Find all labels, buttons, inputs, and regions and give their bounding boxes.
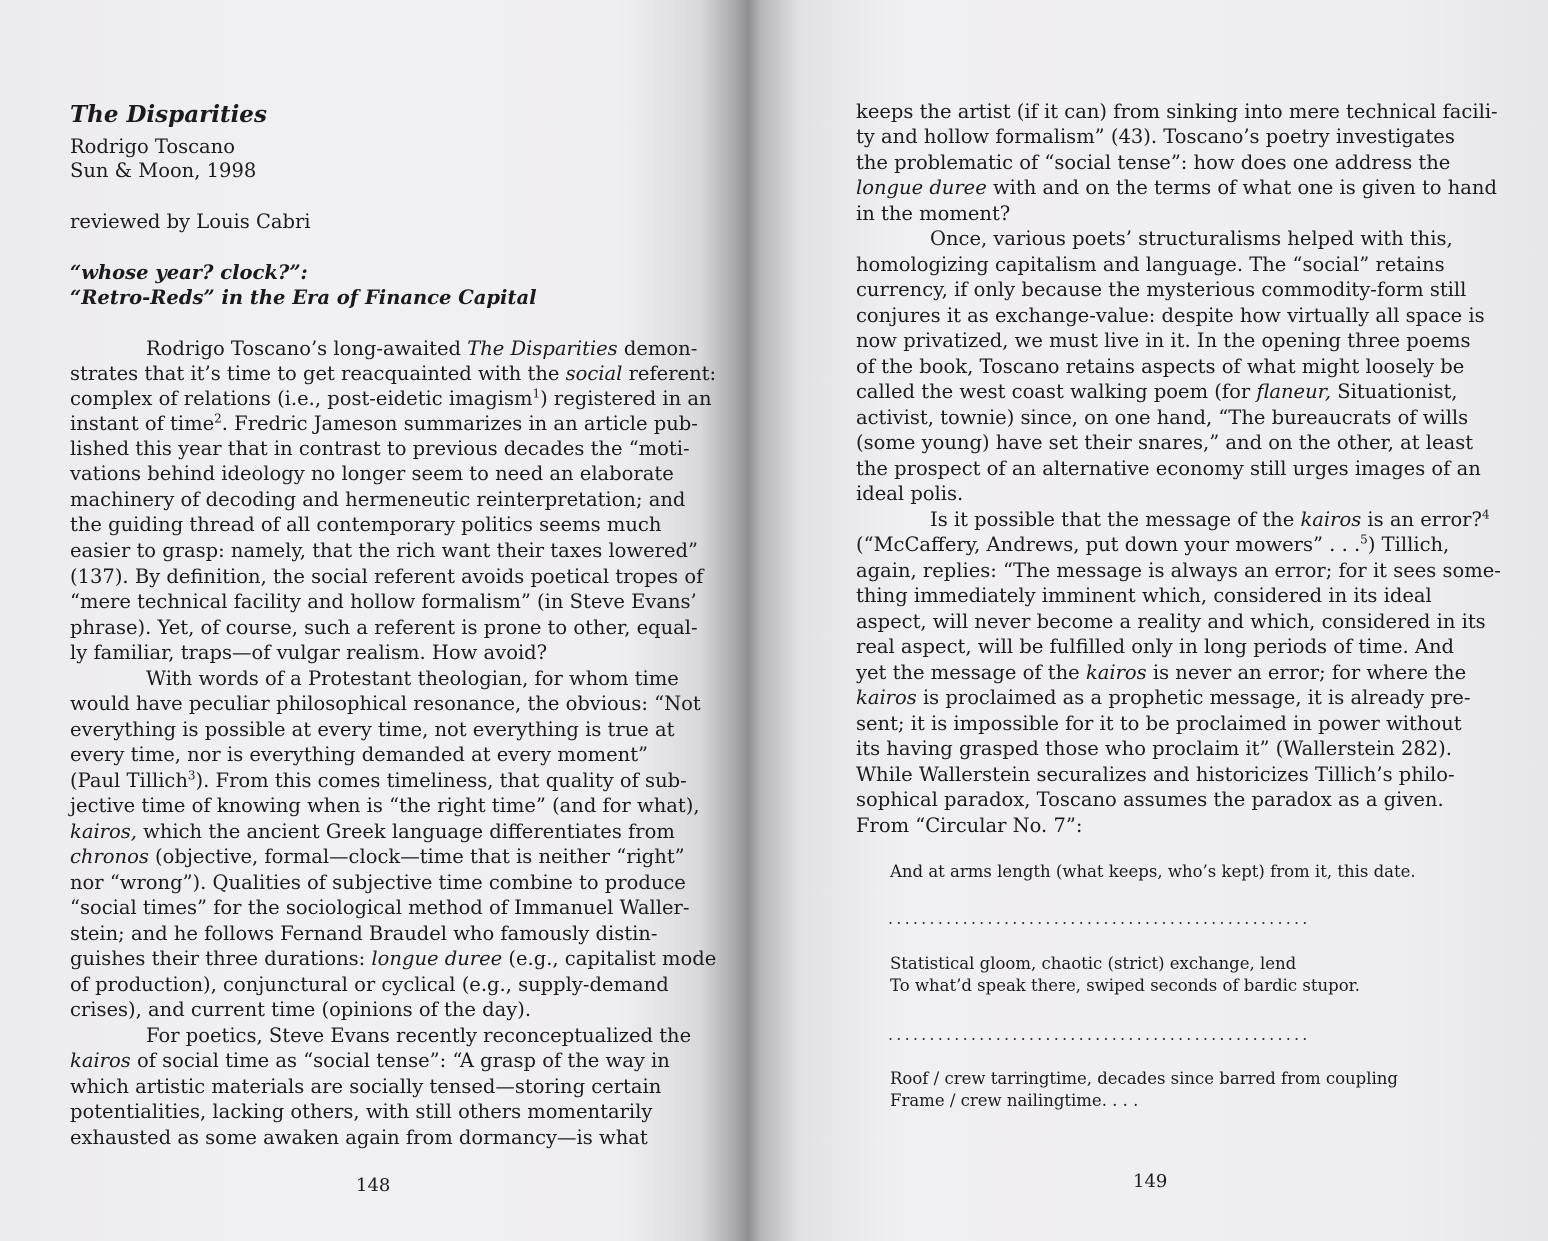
text-line: (Paul Tillich$^3$). From this comes timeliness, that quality of sub- [70,768,687,792]
text-line: conjures it as exchange-value: despite how virtually all space is [856,304,1485,327]
text-line: lished this year that in contrast to previous decades the “moti- [70,437,690,460]
text-line: crises), and current time (opinions of the day). [70,998,532,1021]
text-line: which artistic materials are socially tensed—storing certain [70,1075,662,1098]
text-line: ty and hollow formalism” (43). Toscano’s poetry investigates [856,125,1455,148]
text-line: stein; and he follows Fernand Braudel who famously distin- [70,922,658,945]
text-line: From “Circular No. 7”: [856,814,1083,837]
poem-line: And at arms length (what keeps, who’s kept) from it, this date. [890,862,1416,881]
book-author: Rodrigo Toscano [70,135,235,158]
poem-line: To what’d speak there, swiped seconds of bardic stupor. [890,976,1360,995]
text-line: would have peculiar philosophical resonance, the obvious: “Not [70,692,701,715]
text-line: vations behind ideology no longer seem to need an elaborate [70,462,674,485]
text-line: everything is possible at every time, not everything is true at [70,718,675,741]
text-line: Rodrigo Toscano’s long-awaited The Disparities demon- [146,337,698,360]
text-line: “social times” for the sociological method of Immanuel Waller- [70,896,690,919]
left-page [0,0,740,1241]
text-line: guishes their three durations: longue duree (e.g., capitalist mode [70,947,717,970]
text-line: longue duree with and on the terms of what one is given to hand [856,176,1497,199]
text-line: For poetics, Steve Evans recently reconceptualized the [146,1024,692,1047]
text-line: instant of time$^2$. Fredric Jameson summarizes in an article pub- [70,411,698,435]
text-line: easier to grasp: namely, that the rich want their taxes lowered” [70,539,698,562]
review-title: The Disparities [70,101,267,128]
text-line: With words of a Protestant theologian, for whom time [146,667,679,690]
footnote-ref: 4 [1481,507,1490,522]
text-line: nor “wrong”). Qualities of subjective time combine to produce [70,871,686,894]
text-line: real aspect, will be fulfilled only in long periods of time. And [856,635,1455,658]
book-publisher: Sun & Moon, 1998 [70,159,257,182]
text-line: in the moment? [856,202,1011,225]
text-line: While Wallerstein securalizes and historicizes Tillich’s philo- [856,763,1455,786]
text-line: of the book, Toscano retains aspects of what might loosely be [856,355,1465,378]
text-line: yet the message of the kairos is never an error; for where the [856,661,1467,684]
text-line: “mere technical facility and hollow formalism” (in Steve Evans’ [70,590,697,613]
footnote-ref: 2 [214,411,222,426]
text-line: called the west coast walking poem (for flaneur, Situationist, [856,380,1458,403]
text-line: the guiding thread of all contemporary politics seems much [70,513,662,536]
footnote-ref: 5 [1360,532,1368,547]
text-line: the problematic of “social tense”: how does one address the [856,151,1451,174]
text-line: kairos is proclaimed as a prophetic message, it is already pre- [856,686,1471,709]
text-line: chronos (objective, formal—clock—time that is neither “right” [70,845,685,868]
poem-dotted-separator: ................................................... [888,909,1311,928]
text-line: every time, nor is everything demanded at every moment” [70,743,649,766]
text-line: ly familiar, traps—of vulgar realism. How avoid? [70,641,548,664]
poem-line: Frame / crew nailingtime. . . . [890,1091,1139,1110]
footnote-ref: 3 [187,768,196,783]
poem-dotted-separator: ................................................... [888,1025,1311,1044]
text-line: complex of relations (i.e., post-eidetic imagism$^1$) registered in an [70,386,712,410]
poem-line: Statistical gloom, chaotic (strict) exchange, lend [890,954,1297,973]
text-line: machinery of decoding and hermeneutic reinterpretation; and [70,488,686,511]
essay-subheading-2: “Retro-Reds” in the Era of Finance Capital [70,286,537,309]
right-page [752,0,1548,1241]
text-line: Is it possible that the message of the kairos is an error?$^4$ [930,507,1490,531]
text-line: potentialities, lacking others, with still others momentarily [70,1100,653,1123]
page-number: 149 [1133,1171,1168,1192]
text-line: sophical paradox, Toscano assumes the paradox as a given. [856,788,1444,811]
reviewer-byline: reviewed by Louis Cabri [70,210,311,233]
text-line: again, replies: “The message is always an error; for it sees some- [856,559,1501,582]
text-line: Once, various poets’ structuralisms helped with this, [930,227,1453,250]
text-line: currency, if only because the mysterious commodity-form still [856,278,1467,301]
text-line: now privatized, we must live in it. In the opening three poems [856,329,1471,352]
text-line: sent; it is impossible for it to be proclaimed in power without [856,712,1462,735]
text-line: jective time of knowing when is “the right time” (and for what), [70,794,700,817]
text-line: aspect, will never become a reality and which, considered in its [856,610,1486,633]
text-line: (“McCaffery, Andrews, put down your mowers” . . .$^5$) Tillich, [856,532,1450,556]
text-line: homologizing capitalism and language. The “social” retains [856,253,1445,276]
text-line: exhausted as some awaken again from dormancy—is what [70,1126,648,1149]
text-line: (some young) have set their snares,” and on the other, at least [856,431,1474,454]
text-line: keeps the artist (if it can) from sinking into mere technical facili- [856,100,1498,123]
text-line: phrase). Yet, of course, such a referent is prone to other, equal- [70,616,698,639]
text-line: its having grasped those who proclaim it” (Wallerstein 282). [856,737,1452,760]
poem-line: Roof / crew tarringtime, decades since barred from coupling [890,1069,1398,1088]
text-line: strates that it’s time to get reacquainted with the social referent: [70,362,717,385]
text-line: activist, townie) since, on one hand, “The bureaucrats of wills [856,406,1469,429]
footnote-ref: 1 [532,386,541,401]
page-number: 148 [356,1175,391,1196]
text-line: ideal polis. [856,482,964,505]
text-line: thing immediately imminent which, considered in its ideal [856,584,1432,607]
text-line: the prospect of an alternative economy still urges images of an [856,457,1481,480]
essay-subheading-1: “whose year? clock?”: [70,261,308,284]
text-line: of production), conjunctural or cyclical (e.g., supply-demand [70,973,669,996]
text-line: kairos of social time as “social tense”: “A grasp of the way in [70,1049,670,1072]
text-line: (137). By definition, the social referent avoids poetical tropes of [70,565,704,588]
text-line: kairos, which the ancient Greek language differentiates from [70,820,675,843]
